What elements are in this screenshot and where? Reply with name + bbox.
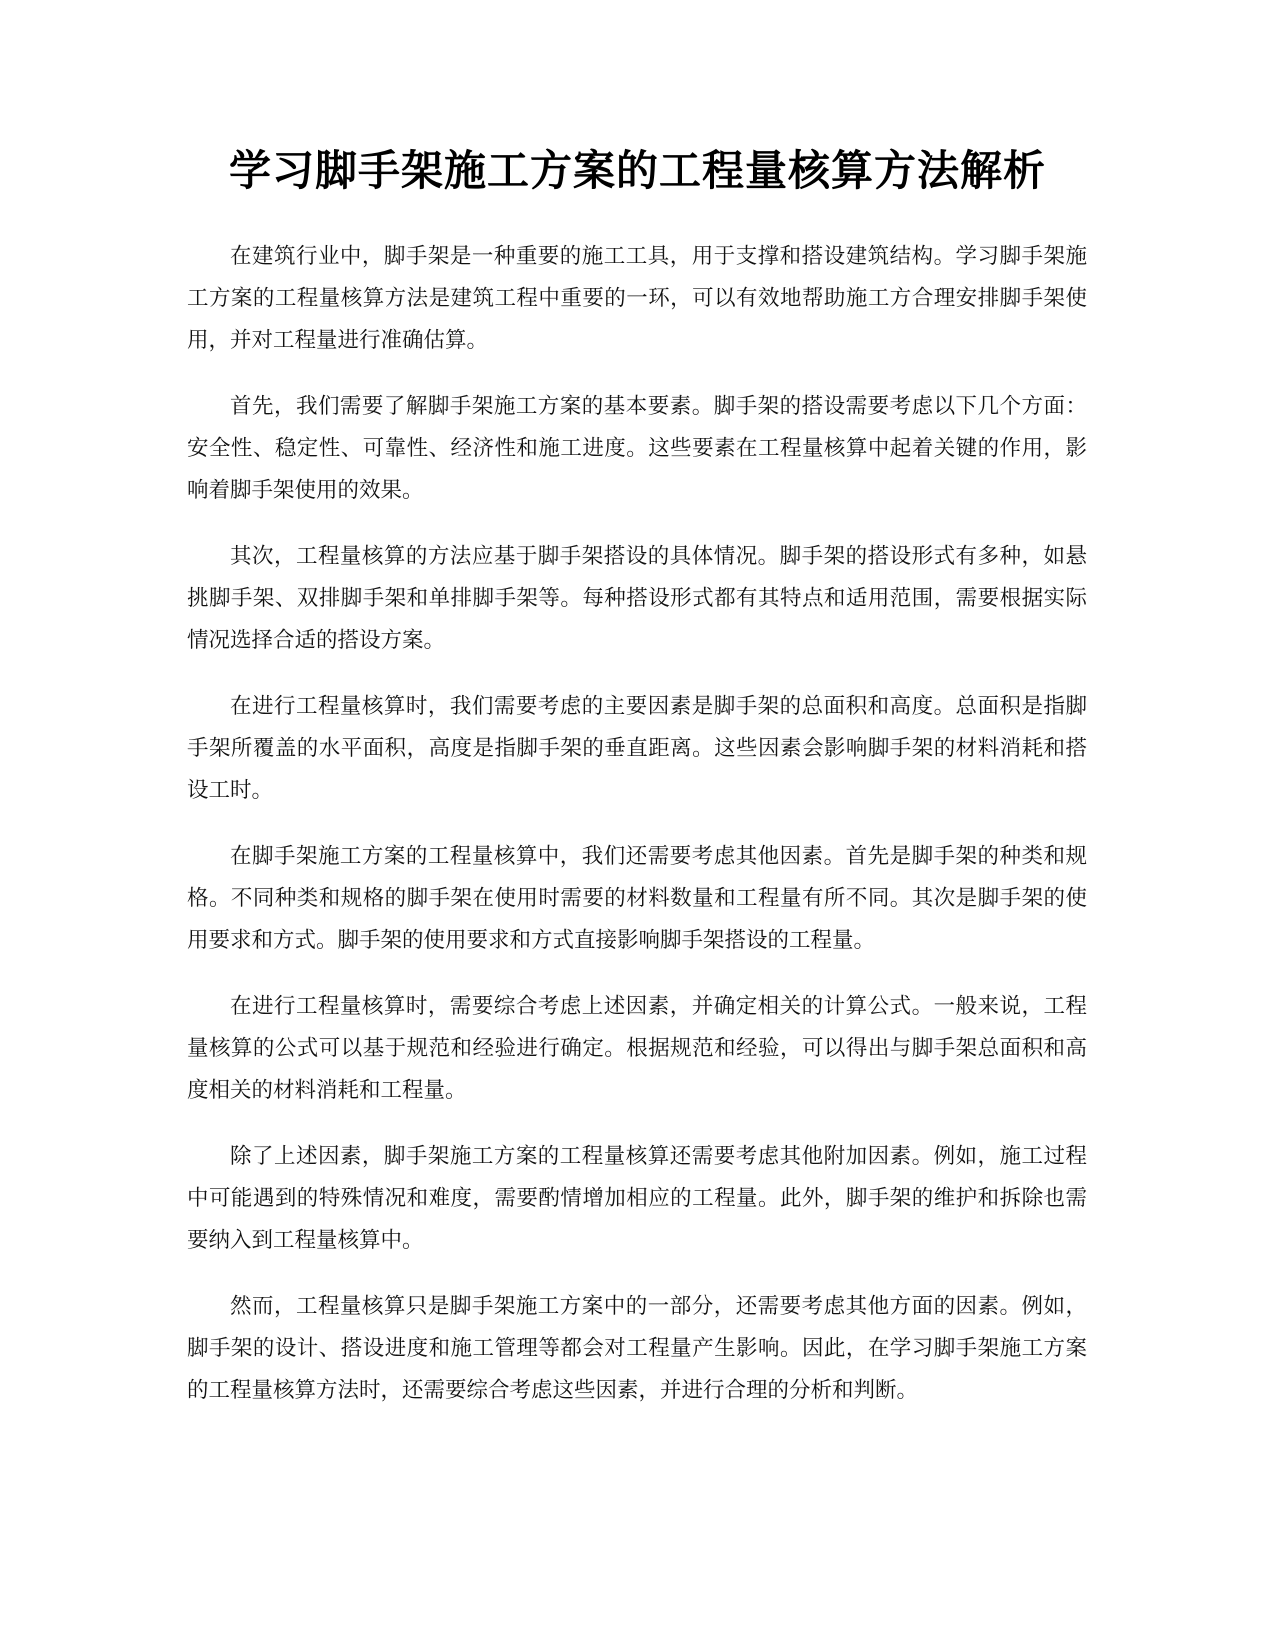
paragraph-4: 在进行工程量核算时，我们需要考虑的主要因素是脚手架的总面积和高度。总面积是指脚手架所覆盖的水平面积，高度是指脚手架的垂直距离。这些因素会影响脚手架的材料消耗和搭设工时。	[187, 694, 1087, 803]
paragraph-2: 首先，我们需要了解脚手架施工方案的基本要素。脚手架的搭设需要考虑以下几个方面：安全性、稳定性、可靠性、经济性和施工进度。这些要素在工程量核算中起着关键的作用，影响着脚手架使用的效果。	[187, 394, 1087, 503]
paragraph-1: 在建筑行业中，脚手架是一种重要的施工工具，用于支撑和搭设建筑结构。学习脚手架施工方案的工程量核算方法是建筑工程中重要的一环，可以有效地帮助施工方合理安排脚手架使用，并对工程量进行准确估算。	[187, 244, 1087, 353]
paragraph-8: 然而，工程量核算只是脚手架施工方案中的一部分，还需要考虑其他方面的因素。例如，脚手架的设计、搭设进度和施工管理等都会对工程量产生影响。因此，在学习脚手架施工方案的工程量核算方法时，还需要综合考虑这些因素，并进行合理的分析和判断。	[187, 1294, 1087, 1403]
document-title: 学习脚手架施工方案的工程量核算方法解析	[228, 146, 1046, 195]
paragraph-7: 除了上述因素，脚手架施工方案的工程量核算还需要考虑其他附加因素。例如，施工过程中可能遇到的特殊情况和难度，需要酌情增加相应的工程量。此外，脚手架的维护和拆除也需要纳入到工程量核算中。	[187, 1144, 1087, 1253]
paragraph-3: 其次，工程量核算的方法应基于脚手架搭设的具体情况。脚手架的搭设形式有多种，如悬挑脚手架、双排脚手架和单排脚手架等。每种搭设形式都有其特点和适用范围，需要根据实际情况选择合适的搭设方案。	[187, 544, 1087, 653]
paragraph-6: 在进行工程量核算时，需要综合考虑上述因素，并确定相关的计算公式。一般来说，工程量核算的公式可以基于规范和经验进行确定。根据规范和经验，可以得出与脚手架总面积和高度相关的材料消耗和工程量。	[187, 994, 1087, 1103]
document-body	[187, 236, 1087, 1436]
paragraph-5: 在脚手架施工方案的工程量核算中，我们还需要考虑其他因素。首先是脚手架的种类和规格。不同种类和规格的脚手架在使用时需要的材料数量和工程量有所不同。其次是脚手架的使用要求和方式。脚手架的使用要求和方式直接影响脚手架搭设的工程量。	[187, 844, 1087, 953]
